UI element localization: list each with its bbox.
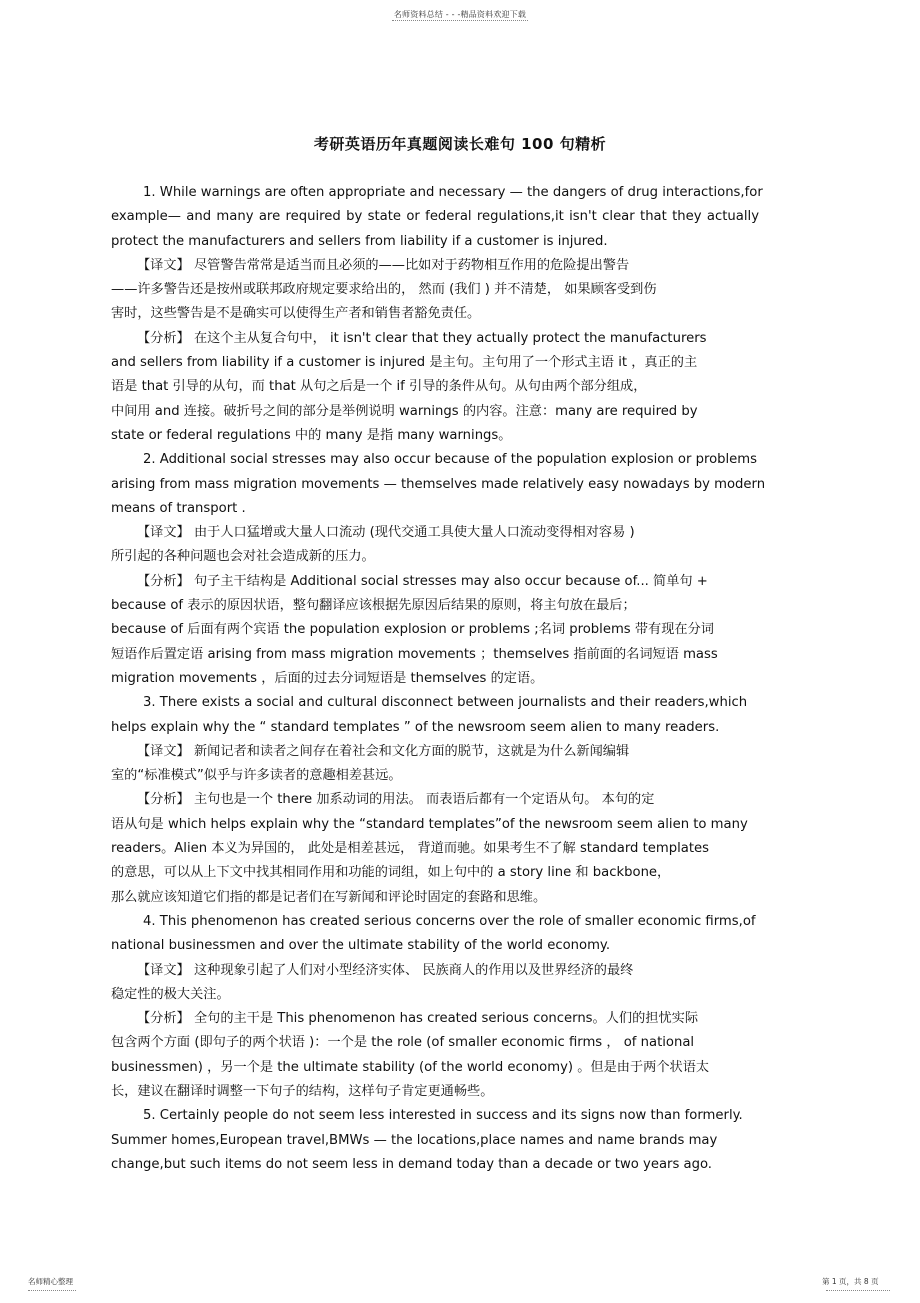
text-line-5-3: change,but such items do not seem less in demand today than a decade or two years ago.: [111, 1156, 712, 1172]
header-dotted-rule: [392, 20, 528, 21]
translation-line-1-3: 害时，这些警告是不是确实可以使得生产者和销售者豁免责任。: [111, 306, 481, 322]
analysis-line-2-4: 短语作后置定语 arising from mass migration movements ；themselves 指前面的名词短语 mass: [111, 646, 718, 662]
translation-line-4-1: 【译文】 这种现象引起了人们对小型经济实体、 民族商人的作用以及世界经济的最终: [137, 962, 634, 978]
footer-right-dotted-rule: [826, 1290, 890, 1291]
text-line-3-2: helps explain why the “ standard templates ” of the newsroom seem alien to many readers.: [111, 719, 720, 735]
footer-left-dotted-rule: [28, 1290, 76, 1291]
document-title: 考研英语历年真题阅读长难句 100 句精析: [313, 135, 607, 153]
translation-line-3-1: 【译文】 新闻记者和读者之间存在着社会和文化方面的脱节，这就是为什么新闻编辑: [137, 743, 630, 759]
text-line-3-1: 3. There exists a social and cultural disconnect between journalists and their readers,which: [143, 695, 748, 711]
page-number: 第 1 页，共 8 页: [822, 1277, 879, 1286]
analysis-line-2-1: 【分析】 句子主干结构是 Additional social stresses may also occur because of... 简单句 +: [137, 573, 708, 589]
translation-line-1-1: 【译文】 尽管警告常常是适当而且必须的——比如对于药物相互作用的危险提出警告: [137, 257, 630, 273]
analysis-line-2-2: because of 表示的原因状语，整句翻译应该根据先原因后结果的原则，将主句放在最后；: [111, 598, 636, 614]
analysis-line-1-1: 【分析】 在这个主从复合句中， it isn't clear that they actually protect the manufacturers: [137, 330, 707, 346]
translation-line-2-2: 所引起的各种问题也会对社会造成新的压力。: [111, 549, 375, 565]
text-line-1-2: example— and many are required by state or federal regulations,it isn't clear that they actually: [111, 209, 759, 225]
analysis-line-1-5: state or federal regulations 中的 many 是指 many warnings。: [111, 427, 512, 443]
analysis-line-3-1: 【分析】 主句也是一个 there 加系动词的用法。 而表语后都有一个定语从句。 本句的定: [137, 792, 655, 808]
analysis-line-1-2: and sellers from liability if a customer is injured 是主句。主句用了一个形式主语 it ，真正的主: [111, 355, 698, 371]
analysis-line-2-5: migration movements ，后面的过去分词短语是 themselves 的定语。: [111, 670, 544, 686]
text-line-2-3: means of transport .: [111, 500, 246, 516]
analysis-line-4-4: 长，建议在翻译时调整一下句子的结构，这样句子肯定更通畅些。: [111, 1083, 494, 1099]
footer-left-label: 名师精心整理: [28, 1277, 73, 1286]
analysis-line-4-3: businessmen) ，另一个是 the ultimate stability (of the world economy) 。但是由于两个状语太: [111, 1059, 710, 1075]
analysis-line-3-5: 那么就应该知道它们指的都是记者们在写新闻和评论时固定的套路和思维。: [111, 889, 547, 905]
analysis-line-3-4: 的意思，可以从上下文中找其相同作用和功能的词组，如上句中的 a story line 和 backbone，: [111, 865, 671, 881]
text-line-5-1: 5. Certainly people do not seem less interested in success and its signs now than formerly.: [143, 1108, 743, 1124]
translation-line-1-2: ——许多警告还是按州或联邦政府规定要求给出的， 然而 (我们 ) 并不清楚， 如果顾客受到伤: [111, 282, 657, 298]
text-line-1-3: protect the manufacturers and sellers from liability if a customer is injured.: [111, 233, 608, 249]
analysis-line-4-1: 【分析】 全句的主干是 This phenomenon has created serious concerns。人们的担忧实际: [137, 1011, 699, 1027]
analysis-line-1-3: 语是 that 引导的从句，而 that 从句之后是一个 if 引导的条件从句。从句由两个部分组成，: [111, 379, 647, 395]
analysis-line-1-4: 中间用 and 连接。破折号之间的部分是举例说明 warnings 的内容。注意：many are required by: [111, 403, 698, 419]
text-line-2-2: arising from mass migration movements — themselves made relatively easy nowadays by modern: [111, 476, 766, 492]
text-line-4-1: 4. This phenomenon has created serious concerns over the role of smaller economic firms,of: [143, 913, 756, 929]
translation-line-2-1: 【译文】 由于人口猛增或大量人口流动 (现代交通工具使大量人口流动变得相对容易 ): [137, 525, 635, 541]
translation-line-3-2: 室的“标准模式”似乎与许多读者的意趣相差甚远。: [111, 768, 402, 784]
text-line-4-2: national businessmen and over the ultimate stability of the world economy.: [111, 938, 611, 954]
analysis-line-3-3: readers。Alien 本义为异国的， 此处是相差甚远， 背道而驰。如果考生不了解 standard templates: [111, 841, 710, 857]
translation-line-4-2: 稳定性的极大关注。: [111, 986, 230, 1002]
text-line-1-1: 1. While warnings are often appropriate and necessary — the dangers of drug interactions,for: [143, 185, 763, 200]
text-line-5-2: Summer homes,European travel,BMWs — the locations,place names and name brands may: [111, 1132, 718, 1148]
analysis-line-2-3: because of 后面有两个宾语 the population explosion or problems ;名词 problems 带有现在分词: [111, 622, 714, 638]
text-line-2-1: 2. Additional social stresses may also occur because of the population explosion or problems: [143, 452, 758, 468]
analysis-line-3-2: 语从句是 which helps explain why the “standard templates”of the newsroom seem alien to many: [111, 816, 748, 832]
page-header: 名师资料总结 - - -精品资料欢迎下载: [393, 10, 527, 19]
analysis-line-4-2: 包含两个方面 (即句子的两个状语 )：一个是 the role (of smaller economic firms ， of national: [111, 1035, 695, 1051]
document-body: [111, 181, 766, 1177]
